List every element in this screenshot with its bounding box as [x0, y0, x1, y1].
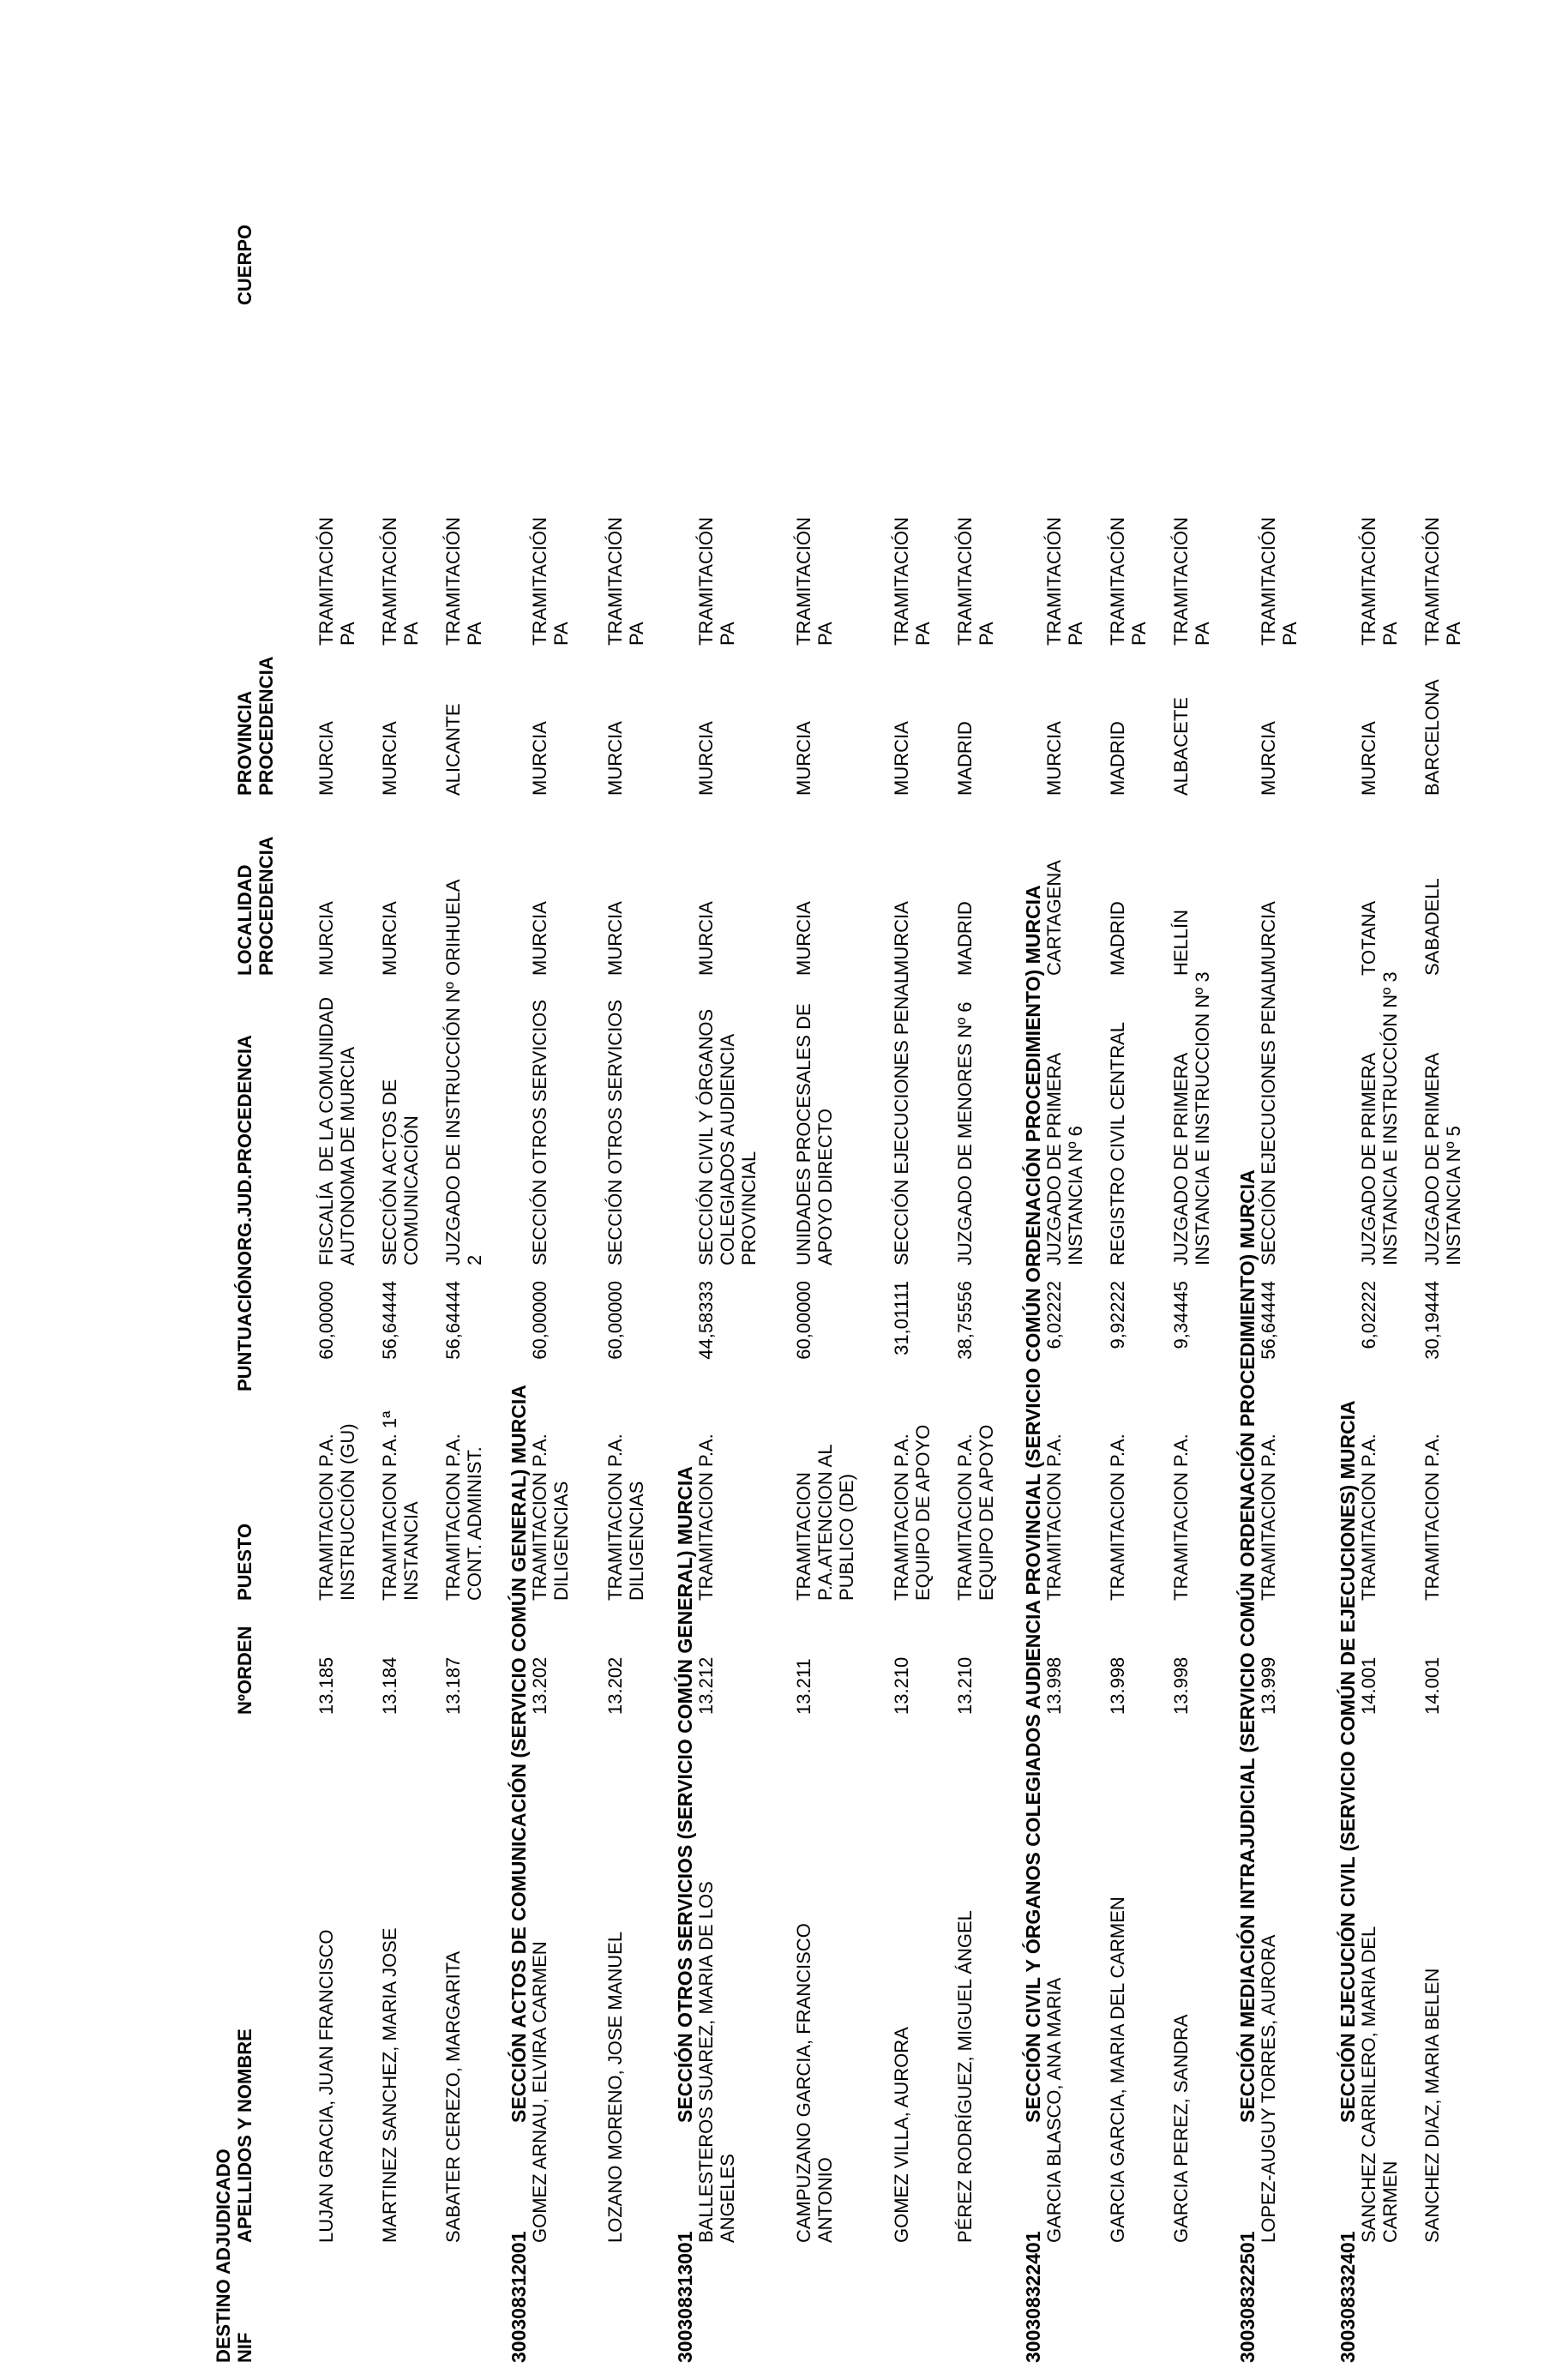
cell-provincia: MURCIA [315, 721, 337, 796]
cell-puntuacion: 38,75556 [954, 1281, 976, 1360]
cell-cuerpo: TRAMITACIÓN PA [1170, 517, 1213, 646]
cell-provincia: ALICANTE [442, 703, 464, 796]
cell-org: JUZGADO DE INSTRUCCIÓN Nº 2 [442, 982, 485, 1265]
cell-puntuacion: 56,64444 [442, 1281, 464, 1360]
header-puntuacion: PUNTUACIÓN [234, 1265, 255, 1391]
cell-puesto: TRAMITACION P.A. [695, 1433, 717, 1601]
cell-org: FISCALÍA DE LA COMUNIDAD AUTONOMA DE MURCIA [315, 997, 358, 1265]
cell-norden: 13.999 [1258, 1656, 1279, 1715]
header-apellidos: APELLIDOS Y NOMBRE [234, 2028, 255, 2243]
cell-puesto: TRAMITACION P.A. CONT. ADMINIST. [442, 1433, 485, 1601]
cell-cuerpo: TRAMITACIÓN PA [529, 517, 572, 646]
cell-puesto: TRAMITACION P.A. [1421, 1433, 1443, 1601]
cell-puesto: TRAMITACION P.A. [1358, 1433, 1379, 1601]
cell-org: JUZGADO DE PRIMERA INSTANCIA E INSTRUCCIÓN Nº 3 [1358, 971, 1401, 1265]
cell-puntuacion: 60,00000 [604, 1281, 626, 1360]
section-title: SECCIÓN OTROS SERVICIOS (SERVICIO COMÚN GENERAL) MURCIA [674, 1466, 696, 2123]
cell-localidad: MURCIA [695, 901, 717, 976]
cell-norden: 13.185 [315, 1656, 337, 1715]
cell-norden: 13.202 [604, 1656, 626, 1715]
cell-puesto: TRAMITACION P.A. DILIGENCIAS [529, 1433, 572, 1601]
cell-puntuacion: 30,19444 [1421, 1281, 1443, 1360]
cell-provincia: MADRID [954, 721, 976, 796]
cell-puesto: TRAMITACION P.A. DILIGENCIAS [604, 1433, 647, 1601]
cell-provincia: MURCIA [891, 721, 912, 796]
cell-provincia: ALBACETE [1170, 697, 1192, 796]
cell-cuerpo: TRAMITACIÓN PA [695, 517, 738, 646]
cell-cuerpo: TRAMITACIÓN PA [315, 517, 358, 646]
cell-org: JUZGADO DE PRIMERA INSTANCIA Nº 6 [1043, 1052, 1086, 1265]
cell-cuerpo: TRAMITACIÓN PA [793, 517, 836, 646]
cell-puesto: TRAMITACION P.A.ATENCION AL PUBLICO (DE) [793, 1444, 857, 1601]
cell-provincia: MURCIA [1043, 721, 1065, 796]
cell-puntuacion: 6,02222 [1043, 1281, 1065, 1349]
cell-nombre: GARCIA PEREZ, SANDRA [1170, 2014, 1192, 2243]
cell-puntuacion: 60,00000 [315, 1281, 337, 1360]
cell-puntuacion: 60,00000 [793, 1281, 814, 1360]
cell-org: JUZGADO DE PRIMERA INSTANCIA Nº 5 [1421, 1052, 1464, 1265]
cell-localidad: TOTANA [1358, 900, 1379, 976]
cell-puntuacion: 31,01111 [891, 1281, 912, 1355]
cell-cuerpo: TRAMITACIÓN PA [1358, 517, 1401, 646]
cell-norden: 13.184 [379, 1656, 400, 1715]
cell-nombre: GARCIA BLASCO, ANA MARIA [1043, 1977, 1065, 2243]
cell-localidad: CARTAGENA [1043, 860, 1065, 976]
cell-nombre: GOMEZ ARNAU, ELVIRA CARMEN [529, 1941, 550, 2243]
cell-provincia: MURCIA [604, 721, 626, 796]
cell-org: SECCIÓN EJECUCIONES PENAL [891, 972, 912, 1265]
cell-provincia: BARCELONA [1421, 679, 1443, 796]
cell-nombre: MARTINEZ SANCHEZ, MARIA JOSE [379, 1927, 400, 2243]
cell-localidad: MURCIA [315, 901, 337, 976]
cell-org: UNIDADES PROCESALES DE APOYO DIRECTO [793, 1003, 836, 1265]
cell-localidad: ORIHUELA [442, 879, 464, 976]
cell-puntuacion: 56,64444 [379, 1281, 400, 1360]
section-title: SECCIÓN CIVIL Y ÓRGANOS COLEGIADOS AUDIENCIA PROVINCIAL (SERVICIO COMÚN ORDENACIÓN PROCEDIMIENTO) MURCIA [1022, 885, 1044, 2123]
cell-cuerpo: TRAMITACIÓN PA [604, 517, 647, 646]
caption: DESTINO ADJUDICADO [213, 2149, 234, 2363]
cell-cuerpo: TRAMITACIÓN PA [442, 517, 485, 646]
cell-norden: 13.998 [1043, 1656, 1065, 1715]
cell-localidad: HELLÍN [1170, 909, 1192, 976]
cell-norden: 13.187 [442, 1656, 464, 1715]
cell-org: JUZGADO DE PRIMERA INSTANCIA E INSTRUCCION Nº 3 [1170, 971, 1213, 1265]
cell-norden: 13.212 [695, 1656, 717, 1715]
cell-localidad: MURCIA [529, 901, 550, 976]
cell-nombre: PÉREZ RODRÍGUEZ, MIGUEL ÁNGEL [954, 1910, 976, 2243]
cell-nombre: LOZANO MORENO, JOSE MANUEL [604, 1931, 626, 2243]
cell-norden: 13.211 [793, 1658, 814, 1715]
cell-nombre: LOPEZ-AUGUY TORRES, AURORA [1258, 1934, 1279, 2243]
section-title: SECCIÓN EJECUCIÓN CIVIL (SERVICIO COMÚN DE EJECUCIONES) MURCIA [1337, 1400, 1359, 2123]
section-nif: 300308322401 [1022, 2231, 1044, 2363]
section-nif: 300308312001 [508, 2231, 530, 2363]
cell-norden: 13.210 [954, 1656, 976, 1715]
cell-provincia: MURCIA [529, 721, 550, 796]
cell-org: SECCIÓN CIVIL Y ÓRGANOS COLEGIADOS AUDIENCIA PROVINCIAL [695, 1008, 760, 1265]
cell-cuerpo: TRAMITACIÓN PA [954, 517, 997, 646]
section-nif: 300308313001 [674, 2231, 696, 2363]
header-norden: NºORDEN [234, 1626, 255, 1715]
cell-provincia: MADRID [1107, 721, 1128, 796]
cell-org: SECCIÓN OTROS SERVICIOS [604, 999, 626, 1265]
header-puesto: PUESTO [234, 1523, 255, 1601]
cell-norden: 14.001 [1421, 1656, 1443, 1715]
cell-puesto: TRAMITACION P.A. INSTRUCCIÓN (GU) [315, 1423, 358, 1601]
cell-provincia: MURCIA [379, 721, 400, 796]
cell-nombre: SABATER CEREZO, MARGARITA [442, 1950, 464, 2243]
cell-puntuacion: 44,58333 [695, 1281, 717, 1360]
cell-localidad: SABADELL [1421, 878, 1443, 976]
cell-norden: 13.998 [1170, 1656, 1192, 1715]
section-title: SECCIÓN MEDIACIÓN INTRAJUDICIAL (SERVICIO COMÚN ORDENACIÓN PROCEDIMIENTO) MURCIA [1236, 1169, 1259, 2123]
cell-nombre: LUJAN GRACIA, JUAN FRANCISCO [315, 1929, 337, 2243]
cell-nombre: GARCIA GARCIA, MARIA DEL CARMEN [1107, 1896, 1128, 2243]
cell-puesto: TRAMITACION P.A. EQUIPO DE APOYO [891, 1424, 934, 1601]
section-title: SECCIÓN ACTOS DE COMUNICACIÓN (SERVICIO COMÚN GENERAL) MURCIA [508, 1385, 530, 2123]
header-provincia: PROVINCIA PROCEDENCIA [234, 656, 277, 796]
cell-localidad: MURCIA [793, 901, 814, 976]
section-nif: 300308322501 [1236, 2231, 1259, 2363]
cell-localidad: MURCIA [891, 901, 912, 976]
cell-norden: 13.202 [529, 1656, 550, 1715]
cell-nombre: GOMEZ VILLA, AURORA [891, 2027, 912, 2243]
cell-norden: 13.998 [1107, 1656, 1128, 1715]
cell-puesto: TRAMITACION P.A. [1043, 1433, 1065, 1601]
cell-provincia: MURCIA [793, 721, 814, 796]
cell-cuerpo: TRAMITACIÓN PA [1421, 517, 1464, 646]
cell-cuerpo: TRAMITACIÓN PA [891, 517, 934, 646]
cell-localidad: MURCIA [604, 901, 626, 976]
cell-norden: 13.210 [891, 1656, 912, 1715]
cell-org: SECCIÓN EJECUCIONES PENAL [1258, 972, 1279, 1265]
cell-org: REGISTRO CIVIL CENTRAL [1107, 1021, 1128, 1265]
cell-puntuacion: 9,92222 [1107, 1281, 1128, 1349]
cell-puesto: TRAMITACION P.A. [1107, 1433, 1128, 1601]
cell-puesto: TRAMITACION P.A. [1258, 1433, 1279, 1601]
cell-provincia: MURCIA [1358, 721, 1379, 796]
cell-localidad: MADRID [954, 901, 976, 976]
cell-norden: 14.001 [1358, 1656, 1379, 1715]
cell-puesto: TRAMITACION P.A. 1ª INSTANCIA [379, 1410, 422, 1601]
cell-puntuacion: 6,02222 [1358, 1281, 1379, 1349]
header-org: ORG.JUD.PROCEDENCIA [234, 1035, 255, 1265]
header-cuerpo: CUERPO [234, 224, 255, 305]
cell-localidad: MURCIA [1258, 901, 1279, 976]
cell-cuerpo: TRAMITACIÓN PA [1107, 517, 1150, 646]
cell-puntuacion: 56,64444 [1258, 1281, 1279, 1360]
cell-puesto: TRAMITACION P.A. EQUIPO DE APOYO [954, 1424, 997, 1601]
cell-provincia: MURCIA [695, 721, 717, 796]
header-nif: NIF [234, 2332, 255, 2363]
cell-nombre: BALLESTEROS SUAREZ, MARIA DE LOS ANGELES [695, 1881, 738, 2243]
cell-puntuacion: 60,00000 [529, 1281, 550, 1360]
cell-puntuacion: 9,34445 [1170, 1281, 1192, 1349]
cell-cuerpo: TRAMITACIÓN PA [1043, 517, 1086, 646]
cell-provincia: MURCIA [1258, 721, 1279, 796]
cell-nombre: SANCHEZ CARRILERO, MARIA DEL CARMEN [1358, 1926, 1401, 2243]
cell-cuerpo: TRAMITACIÓN PA [1258, 517, 1301, 646]
cell-puesto: TRAMITACION P.A. [1170, 1433, 1192, 1601]
cell-nombre: CAMPUZANO GARCIA, FRANCISCO ANTONIO [793, 1923, 836, 2243]
section-nif: 300308332401 [1337, 2231, 1359, 2363]
cell-cuerpo: TRAMITACIÓN PA [379, 517, 422, 646]
cell-org: JUZGADO DE MENORES Nº 6 [954, 1001, 976, 1265]
header-localidad: LOCALIDAD PROCEDENCIA [234, 836, 277, 976]
cell-org: SECCIÓN ACTOS DE COMUNICACIÓN [379, 1079, 422, 1265]
cell-localidad: MADRID [1107, 901, 1128, 976]
cell-nombre: SANCHEZ DIAZ, MARIA BELEN [1421, 1968, 1443, 2243]
cell-localidad: MURCIA [379, 901, 400, 976]
cell-org: SECCIÓN OTROS SERVICIOS [529, 999, 550, 1265]
